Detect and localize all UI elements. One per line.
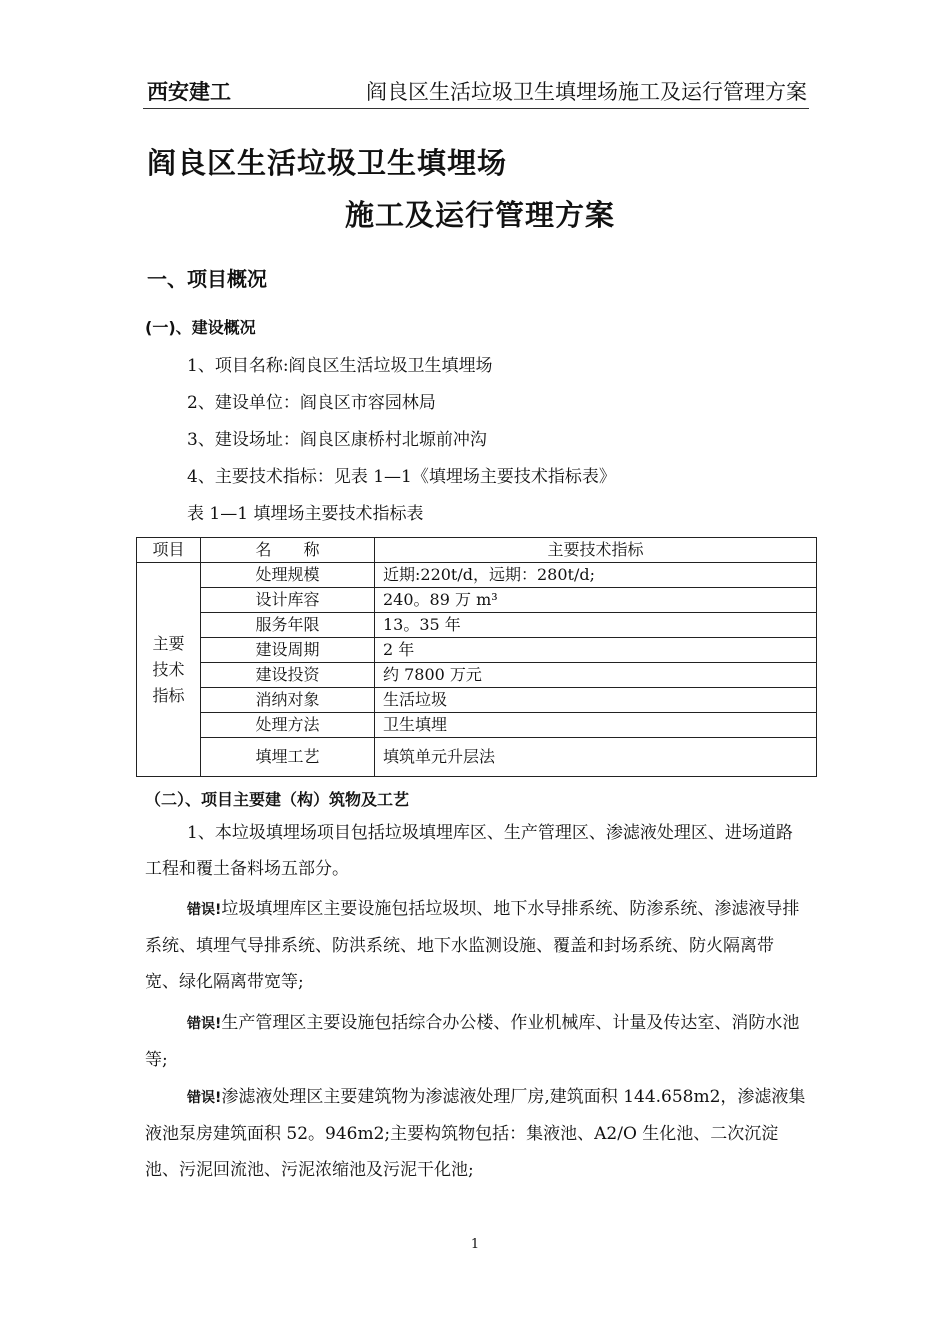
table-row <box>137 638 817 663</box>
table-row <box>137 738 817 777</box>
list-item-site: 3、建设场址：阎良区康桥村北塬前冲沟 <box>187 430 487 450</box>
table-row <box>137 663 817 688</box>
table-cell-name: 服务年限 <box>201 613 375 638</box>
doc-title-line1: 阎良区生活垃圾卫生填埋场 <box>147 146 508 180</box>
table-cell-name: 建设投资 <box>201 663 375 688</box>
table-cell-value: 约 7800 万元 <box>375 663 817 688</box>
table-cell-value: 2 年 <box>375 638 817 663</box>
table-cell-name: 填埋工艺 <box>201 738 375 777</box>
paragraph-text: 渗滤液处理区主要建筑物为渗滤液处理厂房,建筑面积 144.658m2，渗滤液集液池泵房建筑面积 52。946m2;主要构筑物包括：集液池、A2/O 生化池、二次沉淀池、污泥回流池、污泥浓缩池及污泥干化池; <box>145 1087 806 1180</box>
header-doc-title: 阎良区生活垃圾卫生填埋场施工及运行管理方案 <box>366 80 807 104</box>
error-label: 错误! <box>187 1090 222 1106</box>
error-label: 错误! <box>187 902 222 918</box>
page-number: 1 <box>470 1237 480 1252</box>
paragraph-landfill-area <box>145 891 807 1000</box>
header-rule <box>143 108 809 109</box>
subsection-heading-construction: (一)、建设概况 <box>145 318 256 337</box>
subsection-heading-structures: （二）、项目主要建（构）筑物及工艺 <box>145 790 410 809</box>
table-cell-name: 消纳对象 <box>201 688 375 713</box>
paragraph-leachate-area <box>145 1079 807 1188</box>
table-cell-name: 处理规模 <box>201 563 375 588</box>
table-header-cell: 项目 <box>137 538 201 563</box>
table-row <box>137 688 817 713</box>
table-cell-name: 建设周期 <box>201 638 375 663</box>
list-item-project-name: 1、项目名称:阎良区生活垃圾卫生填埋场 <box>187 356 493 376</box>
table-cell-value: 13。35 年 <box>375 613 817 638</box>
table-cell-value: 生活垃圾 <box>375 688 817 713</box>
list-item-tech-index: 4、主要技术指标：见表 1—1《填埋场主要技术指标表》 <box>187 467 616 487</box>
paragraph-text: 生产管理区主要设施包括综合办公楼、作业机械库、计量及传达室、消防水池等; <box>145 1013 800 1070</box>
table-cell-value: 240。89 万 m³ <box>375 588 817 613</box>
table-row <box>137 588 817 613</box>
table-cell-value: 近期:220t/d，远期：280t/d; <box>375 563 817 588</box>
header-company: 西安建工 <box>147 80 231 104</box>
paragraph-management-area <box>145 1005 807 1078</box>
doc-title-line2: 施工及运行管理方案 <box>345 198 616 232</box>
paragraph-text: 垃圾填埋库区主要设施包括垃圾坝、地下水导排系统、防渗系统、渗滤液导排系统、填埋气导排系统、防洪系统、地下水监测设施、覆盖和封场系统、防火隔离带宽、绿化隔离带宽等; <box>145 899 800 992</box>
table-header-cell: 主要技术指标 <box>375 538 817 563</box>
table-cell-name: 设计库容 <box>201 588 375 613</box>
table-header-row <box>137 538 817 563</box>
list-item-builder: 2、建设单位：阎良区市容园林局 <box>187 393 436 413</box>
table-cell-value: 填筑单元升层法 <box>375 738 817 777</box>
table-row <box>137 563 817 588</box>
table-cell-name: 处理方法 <box>201 713 375 738</box>
paragraph-project-parts: 1、本垃圾填埋场项目包括垃圾填埋库区、生产管理区、渗滤液处理区、进场道路工程和覆土备料场五部分。 <box>145 823 793 879</box>
table-header-cell: 名 称 <box>201 538 375 563</box>
error-label: 错误! <box>187 1016 222 1032</box>
table-caption: 表 1—1 填埋场主要技术指标表 <box>187 504 424 524</box>
table-row <box>137 613 817 638</box>
table-cell-value: 卫生填埋 <box>375 713 817 738</box>
tech-index-table <box>136 537 817 777</box>
table-row <box>137 713 817 738</box>
table-category-cell: 主要 技术 指标 <box>137 563 201 777</box>
section-heading-overview: 一、项目概况 <box>147 267 267 291</box>
